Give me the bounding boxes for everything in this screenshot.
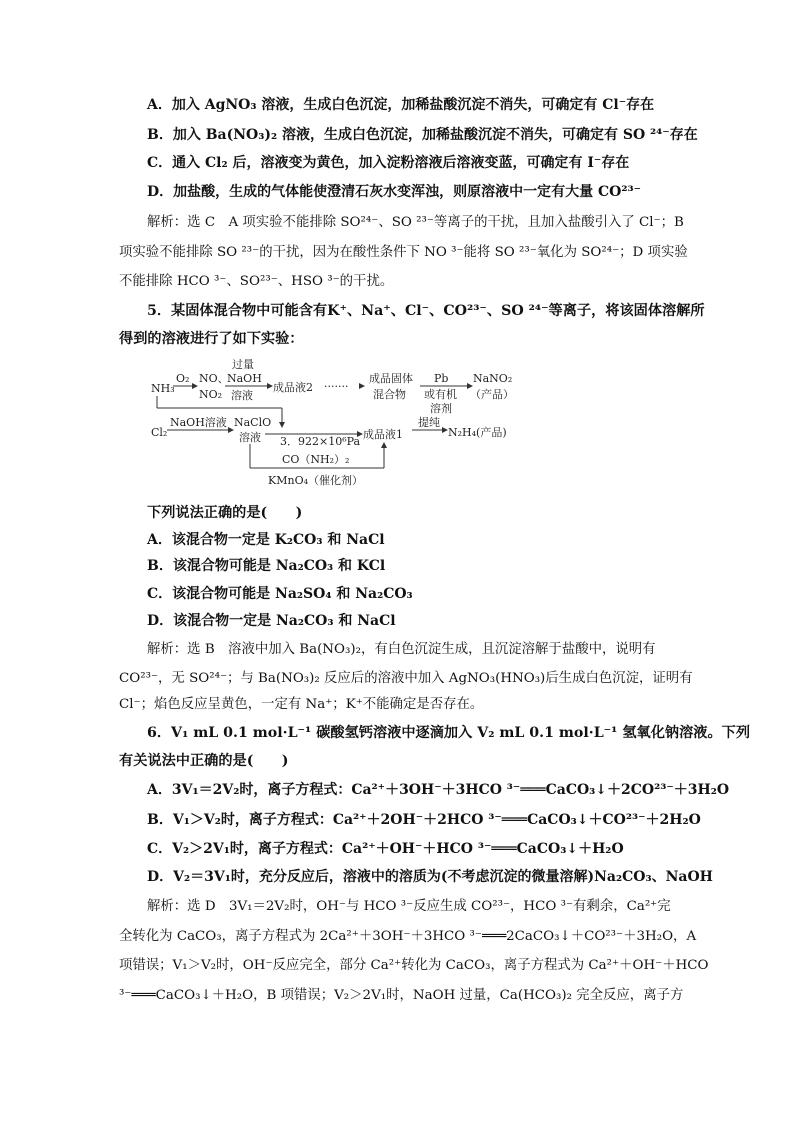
cl2-label: Cl₂ [151, 426, 168, 439]
nh3-label: NH₃ [151, 382, 175, 395]
q4-analysis-line-3: 不能排除 HCO ³⁻、SO²³⁻、HSO ³⁻的干扰。 [119, 274, 394, 289]
q5-analysis-line-1: 解析：选 B 溶液中加入 Ba(NO₃)₂，有白色沉淀生成，且沉淀溶解于盐酸中，说明有 [147, 642, 656, 657]
n2h4-label: N₂H₄(产品) [448, 426, 507, 439]
q6-analysis-line-1: 解析：选 D 3V₁＝2V₂时，OH⁻与 HCO ³⁻反应生成 CO²³⁻，HCO ³⁻有剩余，Ca²⁺完 [147, 899, 671, 914]
q6-analysis-line-2: 全转化为 CaCO₃，离子方程式为 2Ca²⁺＋3OH⁻＋3HCO ³⁻═══2CaCO₃↓＋CO²³⁻＋3H₂O，A [119, 929, 697, 944]
q5-flow-diagram [140, 356, 540, 492]
product-note-1: （产品） [470, 388, 514, 401]
solid-label-2: 混合物 [373, 388, 406, 401]
q5-analysis-line-3: Cl⁻；焰色反应呈黄色，一定有 Na⁺；K⁺不能确定是否存在。 [119, 697, 484, 712]
q5-stem-line-1: 5．某固体混合物中可能含有K⁺、Na⁺、Cl⁻、CO²³⁻、SO ²⁴⁻等离子，将该固体溶解所 [147, 303, 705, 319]
q4-option-b: B．加入 Ba(NO₃)₂ 溶液，生成白色沉淀，加稀盐酸沉淀不消失，可确定有 SO ²⁴⁻存在 [147, 127, 698, 143]
naclo-label: NaClO [234, 416, 272, 429]
no2-label: NO₂ [199, 388, 223, 401]
q4-option-a: A．加入 AgNO₃ 溶液，生成白色沉淀，加稀盐酸沉淀不消失，可确定有 Cl⁻存在 [147, 97, 655, 113]
q5-question: 下列说法正确的是( ) [147, 505, 303, 521]
arrowhead-loop [381, 442, 387, 448]
organic-label-1: 或有机 [424, 388, 457, 401]
naclo-rongye-label: 溶液 [239, 431, 261, 444]
kmno4-label: KMnO₄（催化剂） [268, 474, 363, 487]
q6-option-c: C．V₂＞2V₁时，离子方程式：Ca²⁺＋OH⁻＋HCO ³⁻═══CaCO₃↓＋H₂O [147, 841, 624, 857]
q6-analysis-line-4: ³⁻═══CaCO₃↓＋H₂O，B 项错误；V₂＞2V₁时，NaOH 过量，Ca(HCO₃)₂ 完全反应，离子方 [119, 988, 684, 1003]
nano2-label: NaNO₂ [473, 372, 513, 385]
q5-option-a: A．该混合物一定是 K₂CO₃ 和 NaCl [147, 532, 385, 548]
organic-label-2: 溶剂 [430, 402, 452, 415]
q5-stem-line-2: 得到的溶液进行了如下实验： [119, 331, 304, 347]
naoh-solution-label: NaOH溶液 [170, 416, 227, 429]
q5-analysis-line-2: CO²³⁻，无 SO²⁴⁻；与 Ba(NO₃)₂ 反应后的溶液中加入 AgNO₃(HNO₃)后生成白色沉淀，证明有 [119, 671, 693, 686]
q6-analysis-line-3: 项错误；V₁＞V₂时，OH⁻反应完全，部分 Ca²⁺转化为 CaCO₃，离子方程式为 Ca²⁺＋OH⁻＋HCO [119, 958, 709, 973]
q6-stem-line-1: 6．V₁ mL 0.1 mol·L⁻¹ 碳酸氢钙溶液中逐滴加入 V₂ mL 0.1 mol·L⁻¹ 氢氧化钠溶液。下列 [147, 725, 751, 741]
q5-option-c: C．该混合物可能是 Na₂SO₄ 和 Na₂CO₃ [147, 586, 413, 602]
q6-option-a: A．3V₁＝2V₂时，离子方程式：Ca²⁺＋3OH⁻＋3HCO ³⁻═══CaCO₃↓＋2CO²³⁻＋3H₂O [147, 782, 730, 798]
pressure-label: 3．922×10⁶Pa [280, 435, 361, 448]
q4-option-c: C．通入 Cl₂ 后，溶液变为黄色，加入淀粉溶液后溶液变蓝，可确定有 I⁻存在 [147, 155, 630, 171]
q6-stem-line-2: 有关说法中正确的是( ) [119, 753, 289, 769]
pb-label: Pb [434, 372, 449, 385]
q6-option-b: B．V₁＞V₂时，离子方程式：Ca²⁺＋2OH⁻＋2HCO ³⁻═══CaCO₃↓＋CO²³⁻＋2H₂O [147, 812, 701, 828]
naoh-label: NaOH [227, 372, 262, 385]
q4-analysis-line-2: 项实验不能排除 SO ²³⁻的干扰，因为在酸性条件下 NO ³⁻能将 SO ²³⁻氧化为 SO²⁴⁻；D 项实验 [119, 245, 688, 260]
purify-label: 提纯 [418, 416, 440, 429]
product-liquid-2: 成品液2 [273, 381, 313, 394]
solid-label-1: 成品固体 [369, 372, 413, 385]
o2-label: O₂ [176, 372, 190, 385]
q5-option-d: D．该混合物一定是 Na₂CO₃ 和 NaCl [147, 613, 396, 629]
arrowhead-row2 [279, 422, 285, 428]
urea-label: CO（NH₂）₂ [282, 453, 350, 466]
q4-option-d: D．加盐酸，生成的气体能使澄清石灰水变浑浊，则原溶液中一定有大量 CO²³⁻ [147, 184, 642, 200]
product-liquid-1: 成品液1 [363, 428, 403, 441]
q4-analysis-line-1: 解析：选 C A 项实验不能排除 SO²⁴⁻、SO ²³⁻等离子的干扰，且加入盐酸引入了 Cl⁻；B [147, 215, 684, 230]
no-label: NO、 [199, 372, 229, 385]
rongye-label: 溶液 [231, 389, 253, 402]
q6-option-d: D．V₂＝3V₁时，充分反应后，溶液中的溶质为(不考虑沉淀的微量溶解)Na₂CO₃、NaOH [147, 869, 713, 885]
guoliang-label: 过量 [232, 358, 254, 371]
arrowhead-nh3-no [192, 383, 198, 389]
arrowhead-dots [359, 383, 365, 389]
dots-label: ······· [324, 380, 349, 393]
q5-option-b: B．该混合物可能是 Na₂CO₃ 和 KCl [147, 558, 386, 574]
